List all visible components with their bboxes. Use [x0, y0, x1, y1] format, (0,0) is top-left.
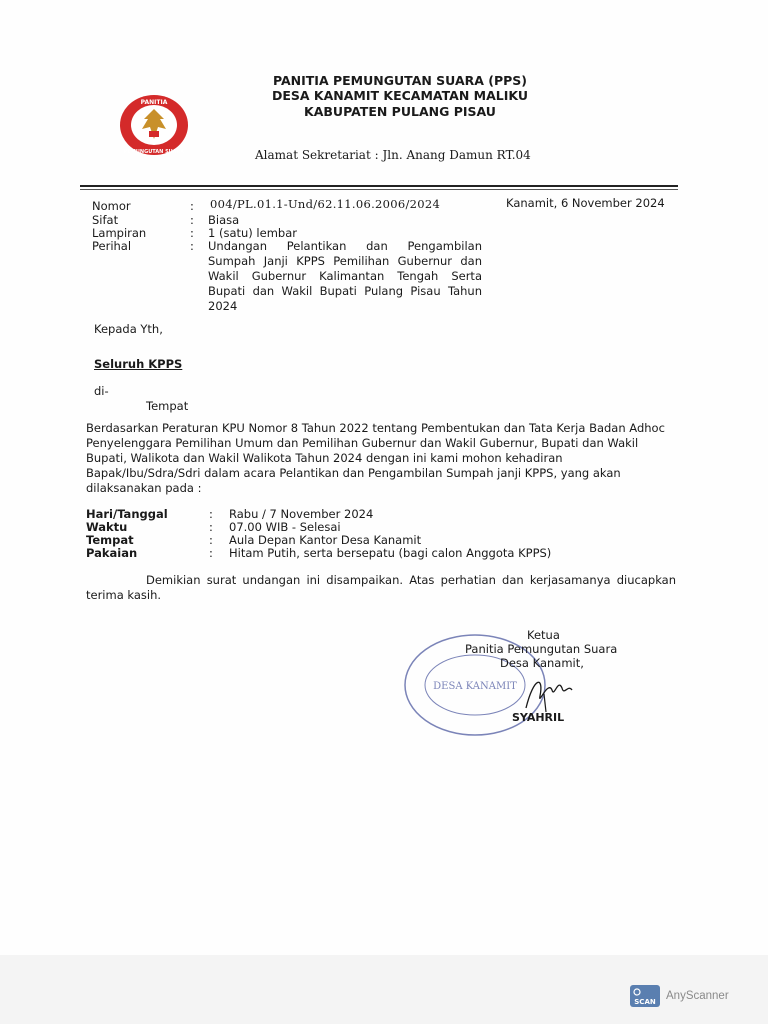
perihal-value: Undangan Pelantikan dan Pengambilan Sumpah Janji KPPS Pemilihan Gubernur dan Wakil Gubernur Kalimantan Tengah Serta Bupati dan Wakil Bupati Pulang Pisau Tahun 2024: [208, 239, 482, 313]
logo-top-text: PANITIA: [140, 99, 168, 106]
closing-paragraph: [86, 573, 676, 603]
lampiran-value: 1 (satu) lembar: [208, 226, 297, 240]
sifat-label: Sifat: [92, 213, 119, 227]
pakaian-colon: :: [209, 546, 213, 560]
waktu-value: 07.00 WIB - Selesai: [229, 520, 341, 534]
sifat-colon: :: [190, 213, 194, 227]
kepada-yth: Kepada Yth,: [94, 322, 163, 336]
kpu-logo-icon: [118, 93, 190, 157]
sifat-value: Biasa: [208, 213, 240, 227]
header-line-3: KABUPATEN PULANG PISAU: [304, 104, 496, 119]
pakaian-label: Pakaian: [86, 546, 138, 560]
stamp-text: DESA KANAMIT: [433, 681, 517, 692]
handwritten-signature-icon: [518, 670, 578, 715]
secretariat-address: Alamat Sekretariat : Jln. Anang Damun RT.04: [255, 148, 531, 162]
tempat-label: Tempat: [86, 533, 134, 547]
scanner-watermark: [630, 985, 729, 1007]
perihal-label: Perihal: [92, 239, 132, 253]
header-divider-thin: [80, 189, 678, 190]
body-paragraph: Berdasarkan Peraturan KPU Nomor 8 Tahun 2022 tentang Pembentukan dan Tata Kerja Badan Adhoc Penyelenggara Pemilihan Umum dan Pemilihan Gubernur dan Wakil Gubernur, Bupati dan Wakil Bupati, Walikota dan Wakil Walikota Tahun 2024 dengan ini kami mohon kehadiran Bapak/Ibu/Sdra/Sdri dalam acara Pelantikan dan Pengambilan Sumpah janji KPPS, yang akan dilaksanakan pada :: [86, 421, 665, 495]
signature-title-3: Desa Kanamit,: [500, 656, 584, 670]
nomor-colon: :: [190, 199, 194, 213]
recipient-di: di-: [94, 384, 109, 398]
waktu-label: Waktu: [86, 520, 128, 534]
hari-value: Rabu / 7 November 2024: [229, 507, 374, 521]
recipient-name: Seluruh KPPS: [94, 357, 183, 371]
logo-bottom-text: PEMUNGUTAN SUARA: [123, 149, 185, 155]
scan-icon-label: SCAN: [634, 998, 656, 1006]
closing-text: Demikian surat undangan ini disampaikan. Atas perhatian dan kerjasamanya diucapkan terima kasih.: [86, 573, 676, 602]
letter-date: Kanamit, 6 November 2024: [506, 196, 665, 210]
perihal-colon: :: [190, 239, 194, 253]
header-line-2: DESA KANAMIT KECAMATAN MALIKU: [271, 88, 528, 103]
pakaian-value: Hitam Putih, serta bersepatu (bagi calon Anggota KPPS): [229, 546, 552, 560]
signature-title-1: Ketua: [527, 628, 560, 642]
waktu-colon: :: [209, 520, 213, 534]
nomor-value: 004/PL.01.1-Und/62.11.06.2006/2024: [210, 197, 441, 211]
tempat-value: Aula Depan Kantor Desa Kanamit: [229, 533, 422, 547]
hari-label: Hari/Tanggal: [86, 507, 168, 521]
lampiran-label: Lampiran: [92, 226, 147, 240]
scan-app-icon: [630, 985, 660, 1007]
scanner-brand: AnyScanner: [666, 990, 729, 1002]
lampiran-colon: :: [190, 226, 194, 240]
hari-colon: :: [209, 507, 213, 521]
signatory-name: SYAHRIL: [512, 711, 565, 724]
header-divider-thick: [80, 185, 678, 187]
recipient-place: Tempat: [146, 399, 189, 413]
header-line-1: PANITIA PEMUNGUTAN SUARA (PPS): [272, 73, 528, 88]
nomor-label: Nomor: [92, 199, 131, 213]
signature-title-2: Panitia Pemungutan Suara: [465, 642, 618, 656]
tempat-colon: :: [209, 533, 213, 547]
